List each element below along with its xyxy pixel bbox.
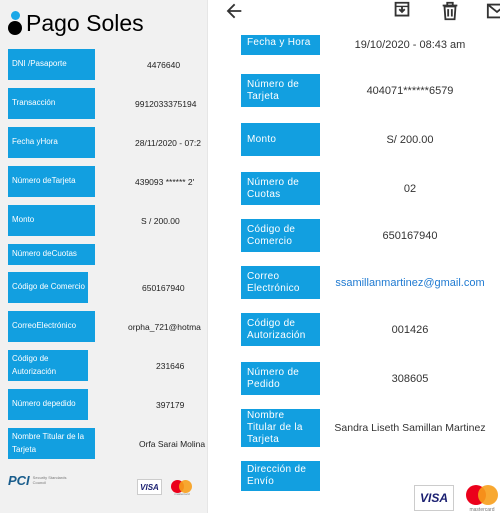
right-row-correo [241,266,500,299]
left-row-pedido [8,389,207,420]
right-label: Fecha y Hora [241,35,320,55]
pci-mark: PCI [8,473,30,488]
left-label: DNI /Pasaporte [8,49,95,80]
left-value: 28/11/2020 - 07:2 [135,137,202,148]
receipt-screen-right [207,0,500,513]
left-value: Orfa Sarai Molina [139,438,206,449]
right-label: Código de Autorización [241,313,320,346]
right-value: Sandra Liseth Samillan Martinez [334,422,486,434]
left-value: 4476640 [147,59,181,70]
mastercard-text-large: mastercard [469,507,495,513]
right-value: 650167940 [382,229,438,242]
left-row-cuotas [8,244,207,265]
right-row-comercio [241,219,500,252]
right-row-titular [241,409,500,447]
right-value: S/ 200.00 [386,133,434,146]
left-value: orpha_721@hotma [128,321,201,332]
left-row-monto [8,205,207,236]
receipt-image-left [0,0,207,513]
right-row-fecha [241,35,500,55]
left-value: 650167940 [142,282,185,293]
right-row-autorizacion [241,313,500,346]
right-label: Nombre Titular de la Tarjeta [241,409,320,447]
pago-soles-logo [8,8,144,38]
left-label: Nombre Titular de la Tarjeta [8,428,95,459]
pci-small-text: Security Standards Council [32,474,67,485]
left-label: Fecha yHora [8,127,95,158]
right-value: 19/10/2020 - 08:43 am [354,39,466,51]
left-value: S / 200.00 [141,215,180,226]
left-row-comercio [8,272,207,303]
left-row-tarjeta [8,166,207,197]
trash-icon[interactable] [439,0,461,22]
left-value: 439093 ****** 2' [135,176,195,187]
left-row-dni [8,49,207,80]
right-label: Número de Pedido [241,362,320,395]
right-value: 001426 [391,323,429,336]
mastercard-logo-large [464,484,500,514]
right-label: Dirección de Envío [241,461,320,491]
right-row-pedido [241,362,500,395]
left-label: Número deCuotas [8,244,95,265]
visa-logo-large: VISA [414,485,454,511]
pci-logo [8,473,73,488]
download-icon[interactable] [391,0,413,22]
right-row-direccion [241,461,500,491]
left-row-correo [8,311,207,342]
left-label: CorreoElectrónico [8,311,95,342]
left-label: Código de Comercio [8,272,88,303]
right-row-tarjeta [241,74,500,107]
right-row-cuotas [241,172,500,205]
left-row-autorizacion [8,350,207,381]
left-value: 397179 [156,399,185,410]
visa-logo: VISA [137,479,162,495]
logo-mark [8,9,24,37]
right-row-monto [241,123,500,156]
left-row-transaccion [8,88,207,119]
arrow-left-icon[interactable] [223,0,245,22]
left-label: Monto [8,205,95,236]
right-value: 02 [403,182,417,195]
left-value: 231646 [156,360,185,371]
left-value: 9912033375194 [135,98,197,109]
right-label: Correo Electrónico [241,266,320,299]
left-label: Código de Autorización [8,350,88,381]
right-label: Número de Tarjeta [241,74,320,107]
right-label: Monto [241,123,320,156]
mastercard-logo [170,479,194,495]
left-label: Número depedido [8,389,88,420]
right-label: Número de Cuotas [241,172,320,205]
mastercard-text: mastercard [174,492,190,496]
left-row-titular [8,428,207,459]
email-link[interactable]: ssamillanmartinez@gmail.com [335,276,485,289]
right-value: 308605 [391,372,429,385]
right-label: Código de Comercio [241,219,320,252]
logo-text: Pago Soles [26,9,144,36]
left-row-fecha [8,127,207,158]
right-value: 404071******6579 [366,84,454,97]
left-label: Número deTarjeta [8,166,95,197]
left-label: Transacción [8,88,95,119]
mail-icon[interactable] [486,0,500,22]
